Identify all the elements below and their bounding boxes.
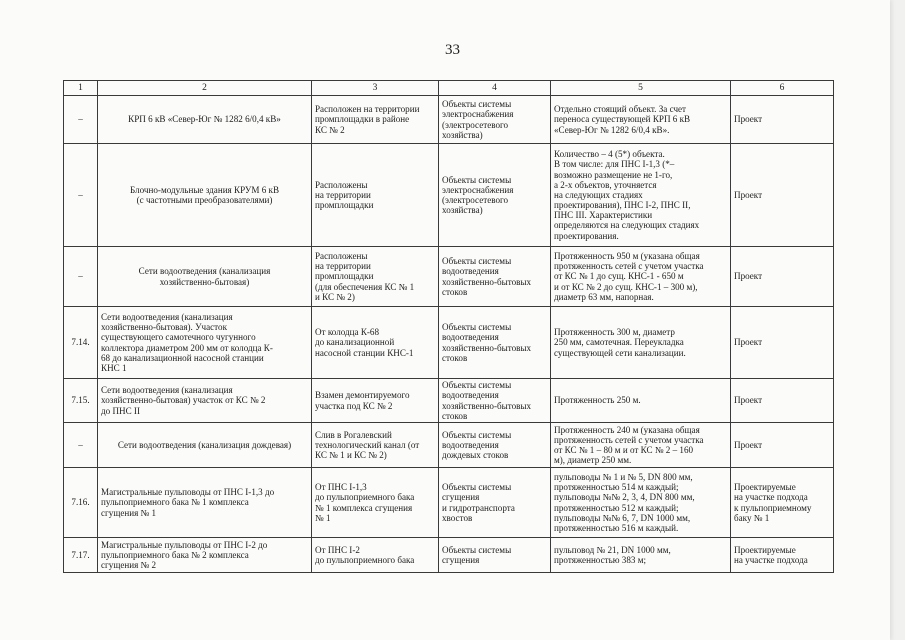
row-number: 7.17. — [64, 538, 98, 573]
object-location: Расположены на территории промплощадки (для обеспечения КС № 1 и КС № 2) — [312, 247, 439, 307]
object-status: Проект — [731, 96, 834, 144]
facilities-table — [63, 80, 834, 573]
object-status: Проект — [731, 144, 834, 247]
column-number: 4 — [439, 81, 551, 96]
column-number: 3 — [312, 81, 439, 96]
table-row — [64, 144, 834, 247]
table-row — [64, 247, 834, 307]
object-type: Объекты системы сгущения и гидротранспорта хвостов — [439, 468, 551, 538]
object-characteristics: пульповоды № 1 и № 5, DN 800 мм, протяженностью 514 м каждый; пульповоды №№ 2, 3, 4, DN 800 мм, протяженностью 512 м каждый; пульповоды №№ 6, 7, DN 1000 мм, протяженностью 516 м каждый. — [551, 468, 731, 538]
column-number: 5 — [551, 81, 731, 96]
table-row — [64, 379, 834, 423]
row-number: – — [64, 247, 98, 307]
row-number: 7.15. — [64, 379, 98, 423]
table-row — [64, 307, 834, 379]
object-status: Проект — [731, 379, 834, 423]
object-location: От ПНС I-2 до пульпоприемного бака — [312, 538, 439, 573]
object-status: Проектируемые на участке подхода к пульпоприемному баку № 1 — [731, 468, 834, 538]
object-name: Сети водоотведения (канализация хозяйственно-бытовая) участок от КС № 2 до ПНС II — [98, 379, 312, 423]
object-type: Объекты системы электроснабжения (электросетевого хозяйства) — [439, 144, 551, 247]
object-location: Слив в Рогалевский технологический канал (от КС № 1 и КС № 2) — [312, 423, 439, 468]
table-row — [64, 423, 834, 468]
column-number: 6 — [731, 81, 834, 96]
object-characteristics: Протяженность 950 м (указана общая протяженность сетей с учетом участка от КС № 1 до сущ. КНС-1 - 650 м и от КС № 2 до сущ. КНС-1 – 300 м), диаметр 63 мм, напорная. — [551, 247, 731, 307]
object-type: Объекты системы водоотведения хозяйственно-бытовых стоков — [439, 307, 551, 379]
row-number: 7.16. — [64, 468, 98, 538]
object-name: Блочно-модульные здания КРУМ 6 кВ (с частотными преобразователями) — [98, 144, 312, 247]
row-number: – — [64, 144, 98, 247]
object-characteristics: Протяженность 300 м, диаметр 250 мм, самотечная. Переукладка существующей сети канализации. — [551, 307, 731, 379]
object-characteristics: Количество – 4 (5*) объекта. В том числе: для ПНС I-1,3 (*– возможно размещение не 1-го, а 2-х объектов, уточняется на следующих стадиях проектирования), ПНС I-2, ПНС II, ПНС III. Характеристики определяются на следующих стадиях проектирования. — [551, 144, 731, 247]
object-type: Объекты системы сгущения — [439, 538, 551, 573]
object-location: От ПНС I-1,3 до пульпоприемного бака № 1 комплекса сгущения № 1 — [312, 468, 439, 538]
object-type: Объекты системы водоотведения хозяйственно-бытовых стоков — [439, 379, 551, 423]
table-header-row — [64, 81, 834, 96]
row-number: – — [64, 423, 98, 468]
object-characteristics: Отдельно стоящий объект. За счет переноса существующей КРП 6 кВ «Север-Юг № 1282 6/0,4 кВ». — [551, 96, 731, 144]
table-row — [64, 96, 834, 144]
object-name: Магистральные пульповоды от ПНС I-2 до пульпоприемного бака № 2 комплекса сгущения № 2 — [98, 538, 312, 573]
object-name: Сети водоотведения (канализация дождевая) — [98, 423, 312, 468]
object-location: От колодца К-68 до канализационной насосной станции КНС-1 — [312, 307, 439, 379]
table-row — [64, 468, 834, 538]
object-type: Объекты системы водоотведения дождевых стоков — [439, 423, 551, 468]
object-location: Расположен на территории промплощадки в районе КС № 2 — [312, 96, 439, 144]
object-status: Проект — [731, 423, 834, 468]
object-location: Расположены на территории промплощадки — [312, 144, 439, 247]
page-number: 33 — [445, 42, 460, 58]
object-characteristics: пульповод № 21, DN 1000 мм, протяженностью 383 м; — [551, 538, 731, 573]
object-characteristics: Протяженность 250 м. — [551, 379, 731, 423]
object-location: Взамен демонтируемого участка под КС № 2 — [312, 379, 439, 423]
row-number: 7.14. — [64, 307, 98, 379]
object-name: КРП 6 кВ «Север-Юг № 1282 6/0,4 кВ» — [98, 96, 312, 144]
object-name: Сети водоотведения (канализация хозяйственно-бытовая) — [98, 247, 312, 307]
object-type: Объекты системы электроснабжения (электросетевого хозяйства) — [439, 96, 551, 144]
column-number: 1 — [64, 81, 98, 96]
object-name: Сети водоотведения (канализация хозяйственно-бытовая). Участок существующего самотечного чугунного коллектора диаметром 200 мм от колодца К- 68 до канализационной насосной станции КНС 1 — [98, 307, 312, 379]
object-characteristics: Протяженность 240 м (указана общая протяженность сетей с учетом участка от КС № 1 – 80 м и от КС № 2 – 160 м), диаметр 250 мм. — [551, 423, 731, 468]
object-status: Проект — [731, 247, 834, 307]
table-row — [64, 538, 834, 573]
object-status: Проект — [731, 307, 834, 379]
row-number: – — [64, 96, 98, 144]
column-number: 2 — [98, 81, 312, 96]
object-name: Магистральные пульповоды от ПНС I-1,3 до пульпоприемного бака № 1 комплекса сгущения № 1 — [98, 468, 312, 538]
object-status: Проектируемые на участке подхода — [731, 538, 834, 573]
object-type: Объекты системы водоотведения хозяйственно-бытовых стоков — [439, 247, 551, 307]
